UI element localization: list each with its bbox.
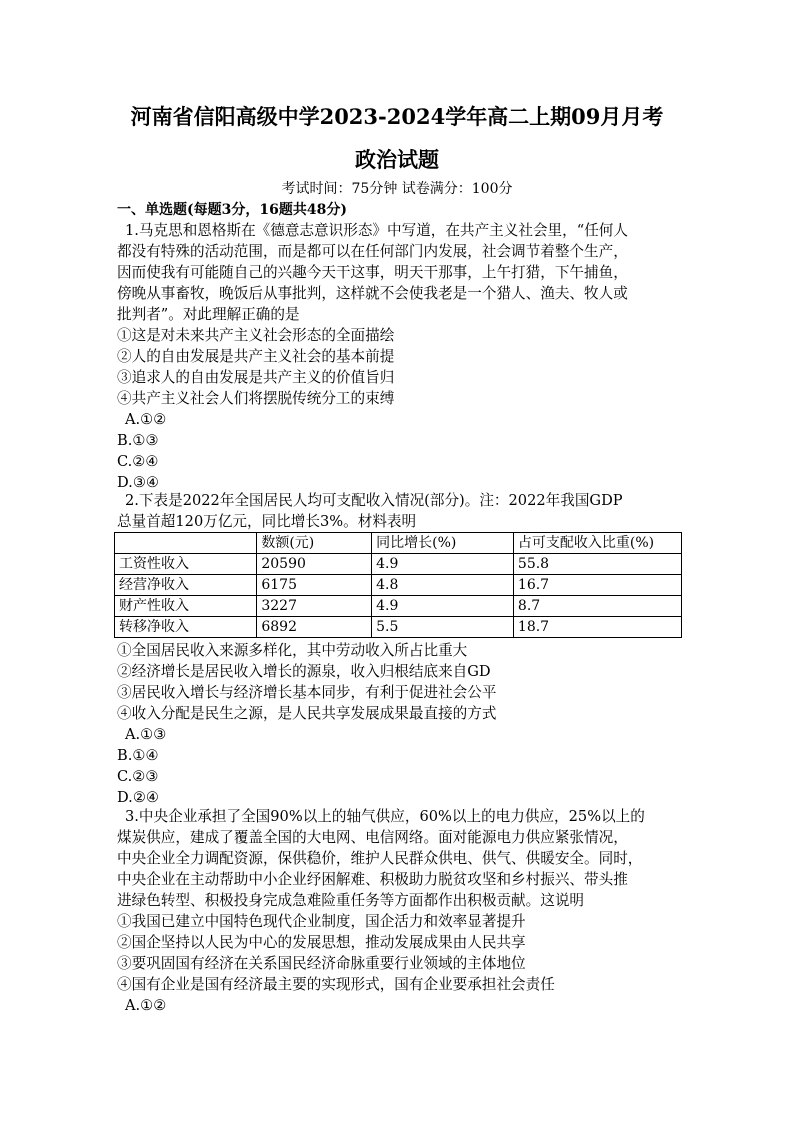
table-cell: 4.9: [372, 554, 514, 575]
q3-option-a[interactable]: A.①②: [125, 997, 167, 1014]
table-row: [115, 575, 682, 596]
table-cell: 经营净收入: [115, 575, 257, 596]
q1-option-b[interactable]: B.①③: [117, 432, 159, 449]
table-header-cell: 同比增长(%): [372, 533, 514, 554]
table-cell: 18.7: [513, 617, 681, 638]
q3-stem-line: 煤炭供应，建成了覆盖全国的大电网、电信网络。面对能源电力供应紧张情况，: [117, 829, 628, 846]
q2-stem-line: 总量首超120万亿元，同比增长3%。材料表明: [117, 513, 417, 530]
q2-option-b[interactable]: B.①④: [117, 747, 159, 764]
q1-option-d[interactable]: D.③④: [117, 474, 159, 491]
question-2: [117, 490, 683, 532]
q1-stem-line: 傍晚从事畜牧，晚饭后从事批判，这样就不会使我老是一个猎人、渔夫、牧人或: [117, 285, 628, 302]
q3-stem-line: 中央企业在主动帮助中小企业纾困解难、积极助力脱贫攻坚和乡村振兴、带头推: [117, 871, 628, 888]
q2-statement: ②经济增长是居民收入增长的源泉，收入归根结底来自GD: [117, 663, 491, 680]
table-cell: 20590: [257, 554, 372, 575]
table-cell: 工资性收入: [115, 554, 257, 575]
q2-statement: ③居民收入增长与经济增长基本同步，有利于促进社会公平: [117, 684, 497, 701]
question-3: [117, 806, 683, 1016]
table-row: [115, 617, 682, 638]
question-2-statements: [117, 640, 683, 808]
q2-option-d[interactable]: D.②④: [117, 789, 159, 806]
exam-meta: 考试时间：75分钟 试卷满分：100分: [281, 181, 513, 197]
table-cell: 6892: [257, 617, 372, 638]
q2-statement: ④收入分配是民生之源，是人民共享发展成果最直接的方式: [117, 705, 497, 722]
table-cell: 8.7: [513, 596, 681, 617]
table-cell: 4.8: [372, 575, 514, 596]
q1-stem-line: 批判者”。对此理解正确的是: [117, 306, 300, 323]
q2-stem-line: 2.下表是2022年全国居民人均可支配收入情况(部分)。注：2022年我国GDP: [125, 492, 623, 509]
q1-option-c[interactable]: C.②④: [117, 453, 159, 470]
income-table: [114, 532, 682, 638]
q1-statement: ②人的自由发展是共产主义社会的基本前提: [117, 348, 395, 365]
table-cell: 4.9: [372, 596, 514, 617]
exam-title: 河南省信阳高级中学2023-2024学年高二上期09月月考: [130, 104, 664, 129]
q2-statement: ①全国居民收入来源多样化，其中劳动收入所占比重大: [117, 642, 468, 659]
q1-statement: ④共产主义社会人们将摆脱传统分工的束缚: [117, 390, 395, 407]
q3-statement: ④国有企业是国有经济最主要的实现形式，国有企业要承担社会责任: [117, 976, 555, 993]
question-1: [117, 220, 683, 493]
table-cell: 3227: [257, 596, 372, 617]
q1-statement: ③追求人的自由发展是共产主义的价值旨归: [117, 369, 395, 386]
q3-stem-line: 进绿色转型、积极投身完成急难险重任务等方面都作出积极贡献。这说明: [117, 892, 585, 909]
table-cell: 转移净收入: [115, 617, 257, 638]
exam-subject: 政治试题: [355, 147, 439, 172]
table-cell: 财产性收入: [115, 596, 257, 617]
q3-statement: ②国企坚持以人民为中心的发展思想，推动发展成果由人民共享: [117, 934, 526, 951]
table-cell: 6175: [257, 575, 372, 596]
q2-option-a[interactable]: A.①③: [125, 726, 167, 743]
q3-stem-line: 中央企业全力调配资源，保供稳价，维护人民群众供电、供气、供暖安全。同时，: [117, 850, 643, 867]
q3-statement: ①我国已建立中国特色现代企业制度，国企活力和效率显著提升: [117, 913, 526, 930]
table-header-row: [115, 533, 682, 554]
table-cell: 55.8: [513, 554, 681, 575]
table-header-cell: 占可支配收入比重(%): [513, 533, 681, 554]
table-header-cell: 数额(元): [257, 533, 372, 554]
table-cell: 5.5: [372, 617, 514, 638]
table-row: [115, 596, 682, 617]
q2-option-c[interactable]: C.②③: [117, 768, 159, 785]
q1-statement: ①这是对未来共产主义社会形态的全面描绘: [117, 327, 395, 344]
q1-stem-line: 都没有特殊的活动范围，而是都可以在任何部门内发展，社会调节着整个生产，: [117, 243, 628, 260]
table-cell: 16.7: [513, 575, 681, 596]
q1-stem-line: 1.马克思和恩格斯在《德意志意识形态》中写道，在共产主义社会里，“任何人: [125, 222, 628, 239]
table-row: [115, 554, 682, 575]
section-heading: 一、单选题(每题3分，16题共48分): [117, 202, 347, 218]
q3-stem-line: 3.中央企业承担了全国90%以上的轴气供应，60%以上的电力供应，25%以上的: [125, 808, 645, 825]
q3-statement: ③要巩固国有经济在关系国民经济命脉重要行业领域的主体地位: [117, 955, 526, 972]
table-header-cell: [115, 533, 257, 554]
q1-option-a[interactable]: A.①②: [125, 411, 167, 428]
q1-stem-line: 因而使我有可能随自己的兴趣今天干这事，明天干那事，上午打猎，下午捕鱼，: [117, 264, 628, 281]
